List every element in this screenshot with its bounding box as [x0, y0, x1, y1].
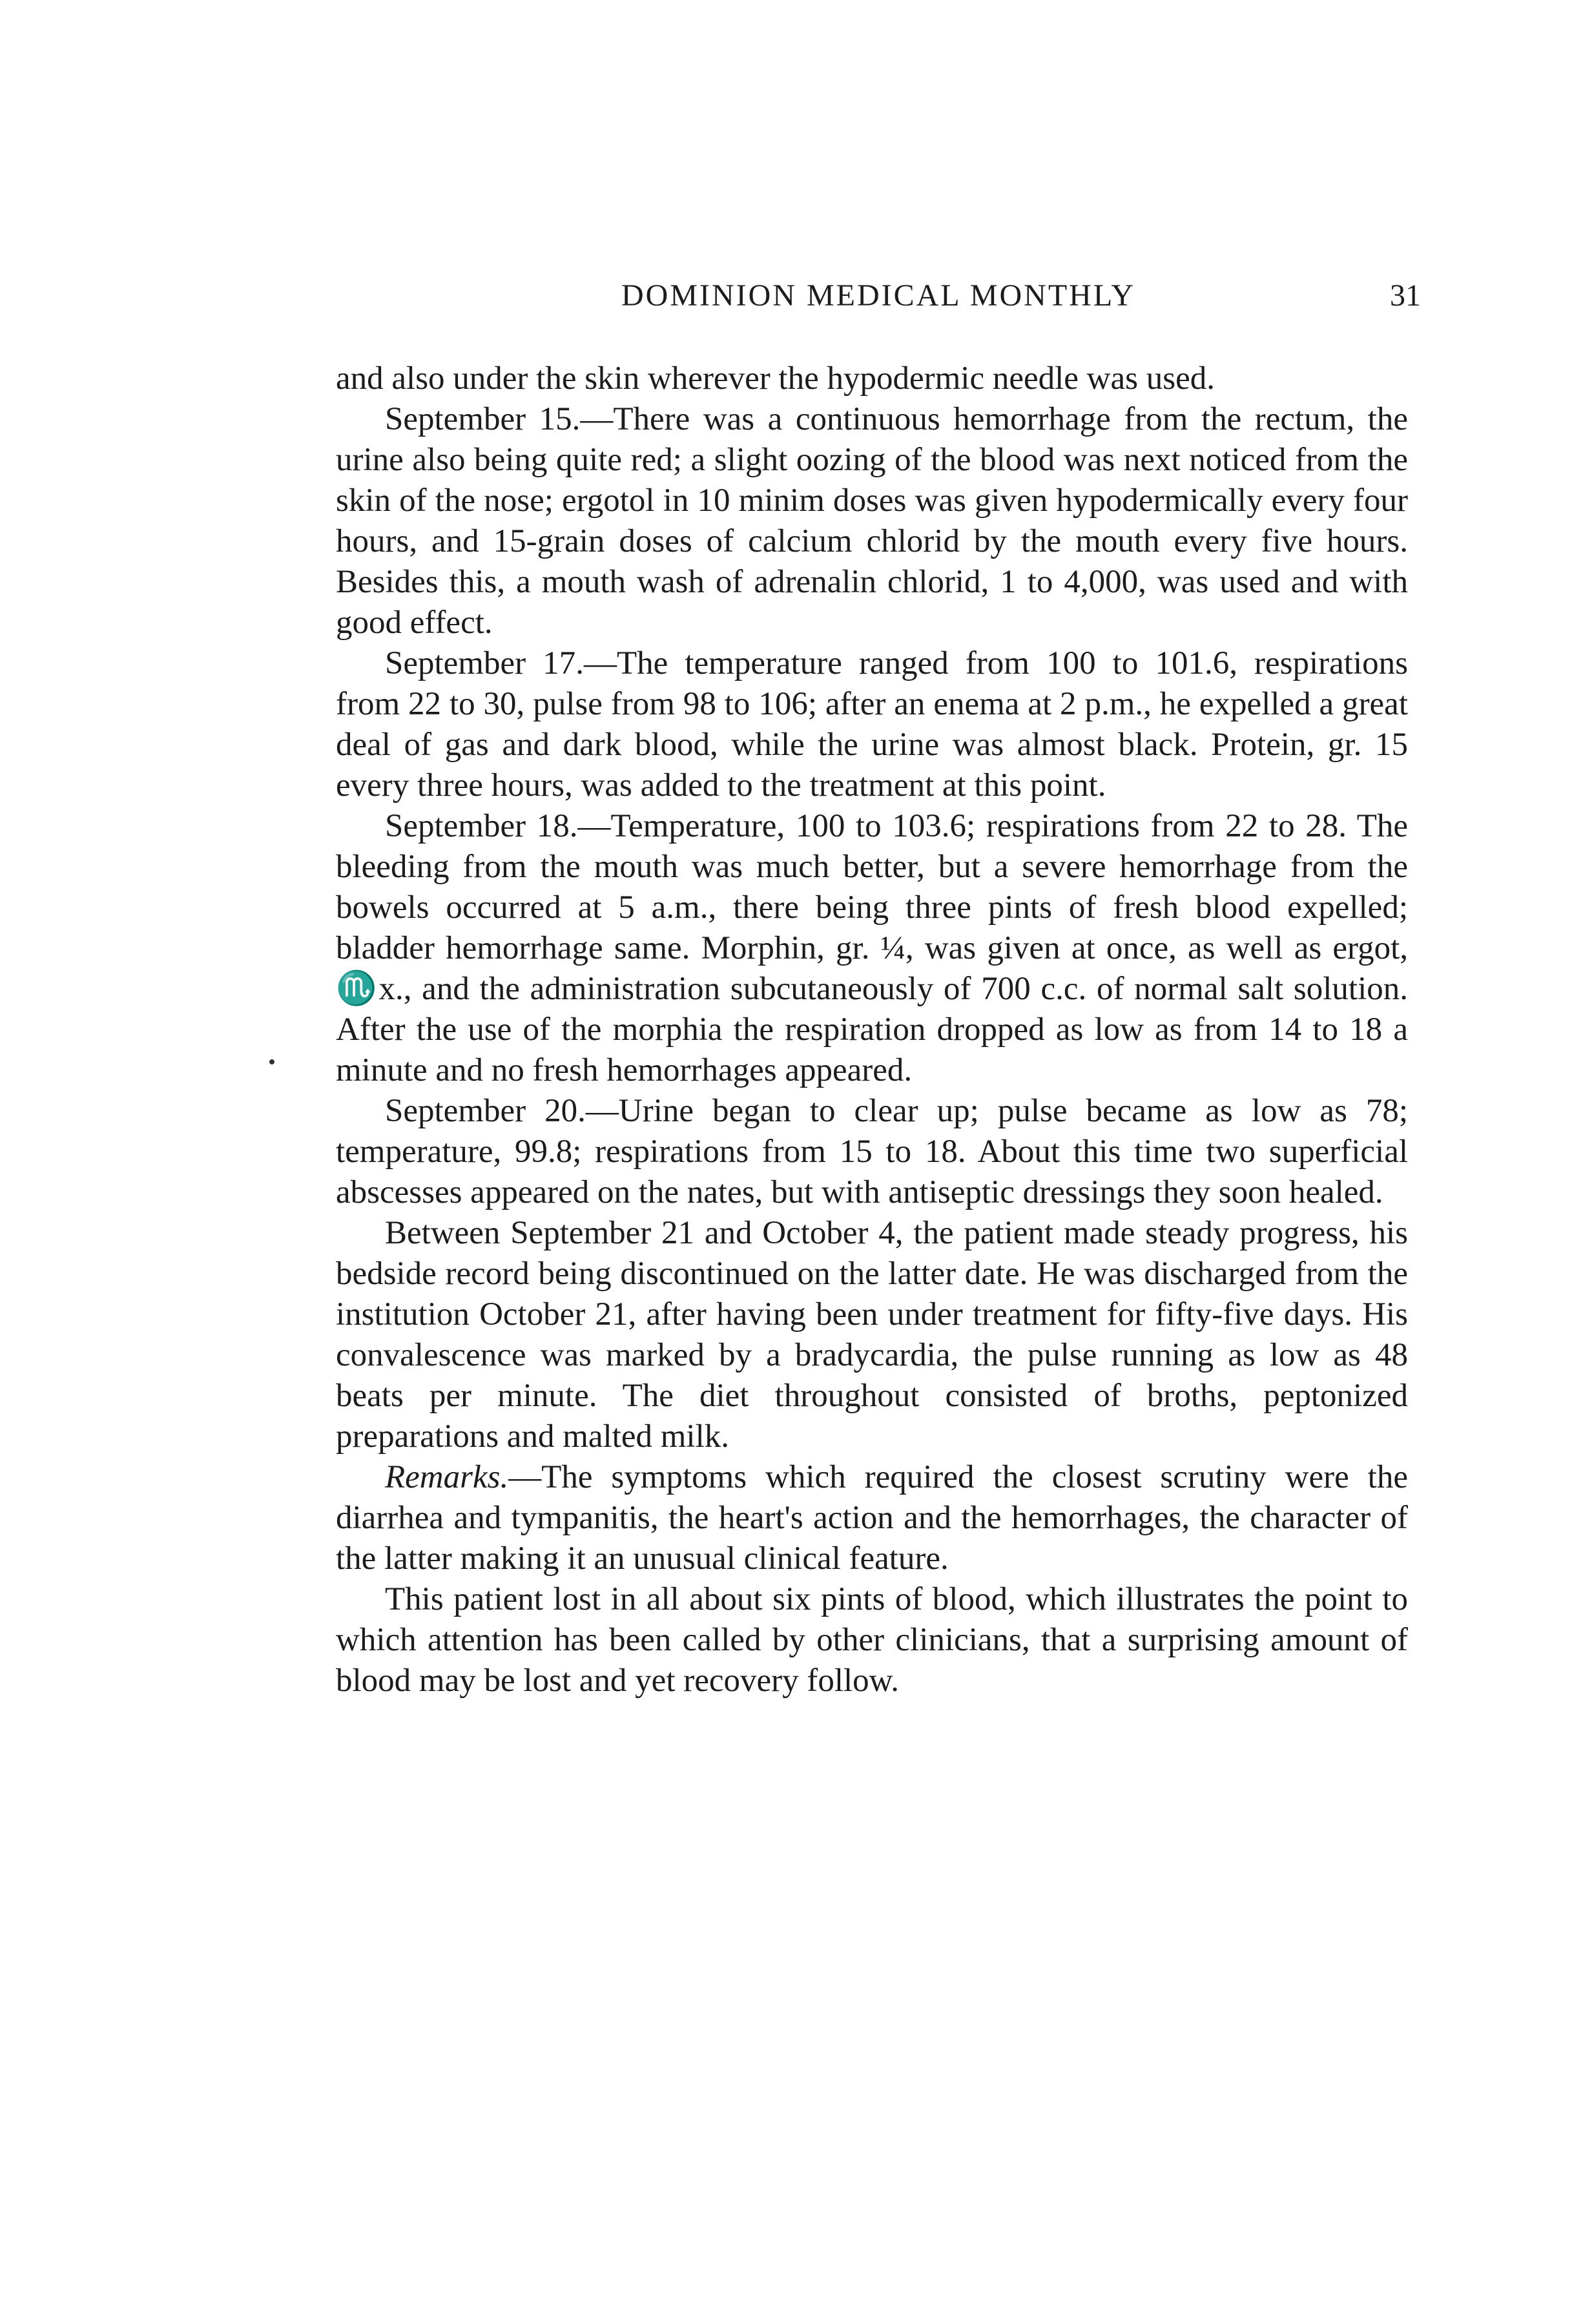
margin-mark	[269, 1059, 274, 1064]
remarks-text: —The symptoms which required the closest scrutiny were the diarrhea and tympanitis, the heart's action and the hemorrhages, the character of the latter making it an unusual clinical feature.	[336, 1459, 1408, 1577]
paragraph-september-20: September 20.—Urine began to clear up; pulse became as low as 78; temperature, 99.8; respirations from 15 to 18. About this time two superficial abscesses appeared on the nates, but with antiseptic dressings they soon healed.	[336, 1093, 1408, 1210]
paragraph-continuation: and also under the skin wherever the hypodermic needle was used.	[336, 360, 1215, 397]
paragraph-remarks	[336, 1457, 1408, 1579]
body-text	[336, 358, 1408, 1701]
paragraph-september-18: September 18.—Temperature, 100 to 103.6; respirations from 22 to 28. The bleeding from the mouth was much better, but a severe hemorrhage from the bowels occurred at 5 a.m., there being three pints of fresh blood expelled; bladder hemorrhage same. Morphin, gr. ¼, was given at once, as well as ergot, ♏x., and the administration subcutaneously of 700 c.c. of normal salt solution. After the use of the morphia the respiration dropped as low as from 14 to 18 a minute and no fresh hemorrhages appeared.	[336, 808, 1408, 1088]
running-head: DOMINION MEDICAL MONTHLY	[621, 278, 1135, 313]
paragraph-september-17: September 17.—The temperature ranged from 100 to 101.6, respirations from 22 to 30, pulse from 98 to 106; after an enema at 2 p.m., he expelled a great deal of gas and dark blood, while the urine was almost black. Protein, gr. 15 every three hours, was added to the treatment at this point.	[336, 645, 1408, 804]
paragraph-discharge: Between September 21 and October 4, the patient made steady progress, his bedside record being discontinued on the latter date. He was discharged from the institution October 21, after having been under treatment for fifty-five days. His convalescence was marked by a bradycardia, the pulse running as low as 48 beats per minute. The diet throughout consisted of broths, peptonized preparations and malted milk.	[336, 1215, 1408, 1455]
paragraph-september-15: September 15.—There was a continuous hemorrhage from the rectum, the urine also being quite red; a slight oozing of the blood was next noticed from the skin of the nose; ergotol in 10 minim doses was given hypodermically every four hours, and 15-grain doses of calcium chlorid by the mouth every five hours. Besides this, a mouth wash of adrenalin chlorid, 1 to 4,000, was used and with good effect.	[336, 401, 1408, 641]
page-number: 31	[1390, 278, 1421, 313]
remarks-label: Remarks.	[385, 1459, 509, 1495]
paragraph-conclusion: This patient lost in all about six pints of blood, which illustrates the point to which attention has been called by other clinicians, that a surprising amount of blood may be lost and yet recovery follow.	[336, 1581, 1408, 1699]
page-header	[336, 278, 1421, 329]
